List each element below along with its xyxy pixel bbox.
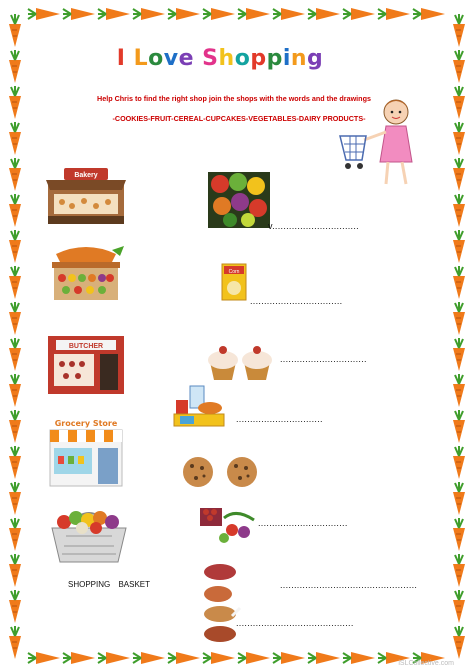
carrot-icon [5,266,25,300]
carrot-icon [449,50,469,84]
answer-line-1[interactable]: v............................... [268,221,359,231]
grocery-sign: Grocery Store [54,419,118,428]
carrot-icon [449,230,469,264]
carrot-icon [449,446,469,480]
left-carrot-border [2,0,28,670]
cupcakes-icon [206,340,276,382]
answer-line-4[interactable]: ............................... [236,414,323,424]
carrot-icon [449,590,469,624]
carrot-icon [5,626,25,660]
carrot-icon [5,302,25,336]
carrot-icon [5,518,25,552]
carrot-icon [203,8,235,20]
carrot-icon [5,446,25,480]
cereal-box-icon [220,262,248,302]
carrot-icon [449,518,469,552]
basket-caption: SHOPPING BASKET [68,580,151,589]
answer-line-7[interactable]: .......................................... [236,618,354,628]
butcher-shop-icon [46,334,126,396]
carrot-icon [5,374,25,408]
page-title: I Love Shopping [116,46,324,71]
carrot-icon [449,626,469,660]
carrot-icon [5,410,25,444]
carrot-icon [5,590,25,624]
carrot-icon [5,194,25,228]
carrot-icon [449,302,469,336]
svg-text:Corn: Corn [228,269,240,275]
carrot-icon [5,158,25,192]
carrot-icon [449,374,469,408]
carrot-icon [98,8,130,20]
carrot-icon [168,8,200,20]
bottom-carrot-border [26,646,448,668]
carrot-icon [449,554,469,588]
carrot-icon [203,652,235,664]
carrot-icon [63,8,95,20]
carrot-icon [5,230,25,264]
carrot-icon [308,652,340,664]
answer-line-3[interactable]: ............................... [280,354,367,364]
carrot-icon [449,194,469,228]
carrot-icon [63,652,95,664]
right-carrot-border [446,0,472,670]
carrot-icon [449,14,469,48]
carrot-icon [168,652,200,664]
carrot-icon [449,338,469,372]
carrot-icon [5,86,25,120]
carrot-icon [5,338,25,372]
answer-line-6[interactable]: ................................................. [280,580,418,590]
butcher-sign: BUTCHER [68,343,104,350]
carrot-icon [449,482,469,516]
bakery-shop-icon [46,166,126,226]
grocery-store-icon [46,416,126,488]
carrot-icon [413,8,445,20]
top-carrot-border [26,2,448,24]
carrot-icon [98,652,130,664]
carrot-icon [28,652,60,664]
vegetable-stall-icon [46,244,126,304]
carrot-icon [273,652,305,664]
girl-with-cart-icon [338,92,416,192]
carrot-icon [133,652,165,664]
carrot-icon [273,8,305,20]
carrot-icon [378,8,410,20]
answer-line-2[interactable]: ................................. [250,296,343,306]
carrot-icon [449,266,469,300]
footer-watermark: iSLCollective.com [398,660,454,667]
carrot-icon [308,8,340,20]
carrot-icon [238,8,270,20]
carrot-icon [133,8,165,20]
carrot-icon [5,554,25,588]
carrot-icon [28,8,60,20]
dairy-products-icon [170,384,232,432]
carrot-icon [5,122,25,156]
cookies-icon [180,454,262,490]
instruction-text: Help Chris to find the right shop join the shops with the words and the drawings [97,94,371,103]
carrot-icon [5,50,25,84]
word-list: -COOKIES-FRUIT-CEREAL-CUPCAKES-VEGETABLES-DAIRY PRODUCTS- [112,114,366,123]
carrot-icon [5,14,25,48]
carrot-icon [238,652,270,664]
meat-icon [198,560,242,644]
shopping-basket-icon [46,500,132,564]
carrot-icon [449,122,469,156]
carrot-icon [5,482,25,516]
carrot-icon [449,410,469,444]
carrot-icon [343,8,375,20]
answer-line-5[interactable]: ................................ [258,518,348,528]
fruit-icon [196,500,258,548]
carrot-icon [343,652,375,664]
vegetables-icon [208,172,270,228]
carrot-icon [449,86,469,120]
carrot-icon [449,158,469,192]
bakery-sign: Bakery [74,172,98,179]
